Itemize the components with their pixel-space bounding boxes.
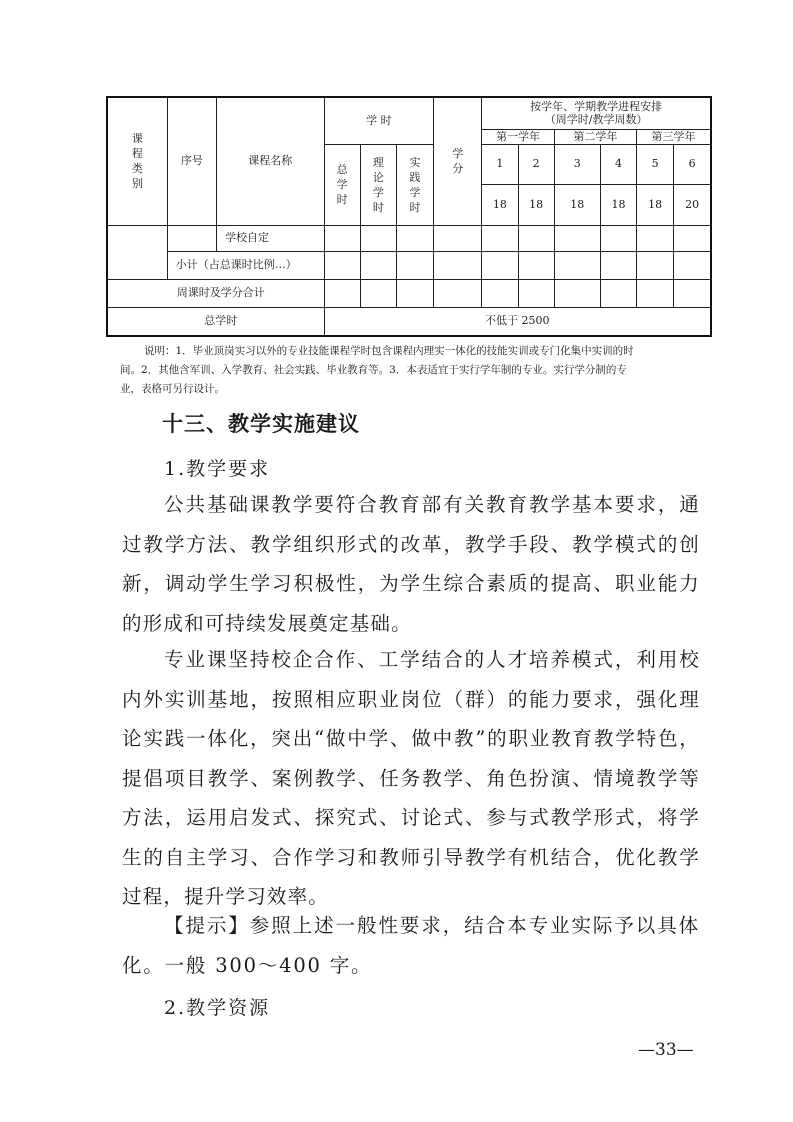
paragraph-professional-courses-text: 专业课坚持校企合作、工学结合的人才培养模式，利用校内外实训基地，按照相应职业岗位（群）的能力要求，强化理论实践一体化，突出“做中学、做中教”的职业教育教学特色，提倡项目教学、案例教学、任务教学、角色扮演、情境教学等方法，运用启发式、探究式、讨论式、参与式教学形式，将学生的自主学习、合作学习和教师引导教学有机结合，优化教学过程，提升学习效率。: [122, 648, 700, 908]
school-defined-label: 学校自定: [217, 225, 325, 251]
table-cell: [396, 251, 433, 279]
table-cell: [554, 225, 600, 251]
weeks-cell: 20: [674, 184, 711, 225]
note-line-1: 说明：1．毕业顶岗实习以外的专业技能课程学时包含课程内理实一体化的技能实训或专门化集中实训的时: [144, 345, 634, 357]
note-line-2: 间。2．其他含军训、入学教育、社会实践、毕业教育等。3．本表适宜于实行学年制的专业。实行学分制的专: [120, 364, 627, 376]
schedule-title: 按学年、学期教学进程安排: [530, 100, 663, 114]
semester-cell: 1: [482, 144, 518, 184]
table-cell: [107, 251, 167, 279]
credit-label: 学分: [452, 147, 464, 176]
table-cell: [518, 251, 554, 279]
teaching-plan-table-container: [106, 96, 712, 337]
table-cell: [554, 251, 600, 279]
table-cell: [167, 225, 216, 251]
course-category-label: 课程类别: [131, 132, 143, 191]
table-cell: [518, 279, 554, 307]
page-number: —33—: [638, 1040, 694, 1060]
table-cell: [482, 279, 518, 307]
subtotal-label: 小计（占总课时比例…）: [167, 251, 324, 279]
table-cell: [324, 251, 360, 279]
total-hours-row-label: 总学时: [107, 307, 324, 336]
weekly-total-label: 周课时及学分合计: [107, 279, 324, 307]
year-1-header: 第一学年: [482, 129, 554, 144]
weeks-cell: 18: [482, 184, 518, 225]
table-cell: [674, 279, 711, 307]
theory-hours-label: 理论学时: [372, 155, 384, 214]
table-cell: [360, 251, 396, 279]
year-2-header: 第二学年: [554, 129, 636, 144]
total-hours-value: 不低于 2500: [324, 307, 711, 336]
table-cell: [518, 225, 554, 251]
theory-hours-header: [360, 144, 396, 225]
table-cell: [482, 251, 518, 279]
course-name-header: 课程名称: [217, 97, 325, 225]
paragraph-public-courses-text: 公共基础课教学要符合教育部有关教育教学基本要求，通过教学方法、教学组织形式的改革，教学手段、教学模式的创新，调动学生学习积极性，为学生综合素质的提高、职业能力的形成和可持续发展奠定基础。: [122, 493, 700, 635]
weeks-cell: 18: [518, 184, 554, 225]
table-cell: [674, 251, 711, 279]
table-cell: [637, 279, 674, 307]
table-cell: [324, 279, 360, 307]
table-cell: [107, 225, 167, 251]
semester-cell: 6: [674, 144, 711, 184]
table-cell: [434, 279, 482, 307]
paragraph-professional-courses: [122, 640, 700, 917]
table-cell: [600, 225, 636, 251]
semester-cell: 3: [554, 144, 600, 184]
note-line-3: 业，表格可另行设计。: [120, 383, 225, 395]
table-cell: [600, 279, 636, 307]
subsection-teaching-resources: 2.教学资源: [164, 997, 271, 1019]
schedule-subtitle: （周学时/教学周数）: [544, 113, 648, 127]
practice-hours-label: 实践学时: [409, 155, 421, 214]
table-cell: [637, 251, 674, 279]
teaching-plan-table: [106, 96, 712, 337]
year-3-header: 第三学年: [637, 129, 711, 144]
table-cell: [324, 225, 360, 251]
subsection-teaching-requirements: 1.教学要求: [164, 458, 271, 480]
table-cell: [434, 251, 482, 279]
table-cell: [396, 279, 433, 307]
table-cell: [674, 225, 711, 251]
paragraph-public-courses: [122, 485, 700, 643]
table-cell: [482, 225, 518, 251]
semester-cell: 2: [518, 144, 554, 184]
table-cell: [637, 225, 674, 251]
total-hours-header: [324, 144, 360, 225]
credit-header: [434, 97, 482, 225]
table-cell: [554, 279, 600, 307]
total-hours-label: 总学时: [336, 163, 348, 206]
practice-hours-header: [396, 144, 433, 225]
section-heading: 十三、教学实施建议: [162, 412, 360, 436]
table-cell: [396, 225, 433, 251]
table-cell: [600, 251, 636, 279]
paragraph-hint: 【提示】参照上述一般性要求，结合本专业实际予以具体化。一般 300～400 字。: [122, 914, 700, 977]
hours-header: 学 时: [324, 97, 434, 144]
weeks-cell: 18: [600, 184, 636, 225]
weeks-cell: 18: [637, 184, 674, 225]
weeks-cell: 18: [554, 184, 600, 225]
table-cell: [360, 279, 396, 307]
table-cell: [434, 225, 482, 251]
semester-cell: 5: [637, 144, 674, 184]
semester-cell: 4: [600, 144, 636, 184]
table-note: [120, 342, 712, 399]
course-category-header: [107, 97, 167, 225]
seq-header: 序号: [167, 97, 216, 225]
schedule-header: [482, 97, 711, 129]
table-cell: [360, 225, 396, 251]
